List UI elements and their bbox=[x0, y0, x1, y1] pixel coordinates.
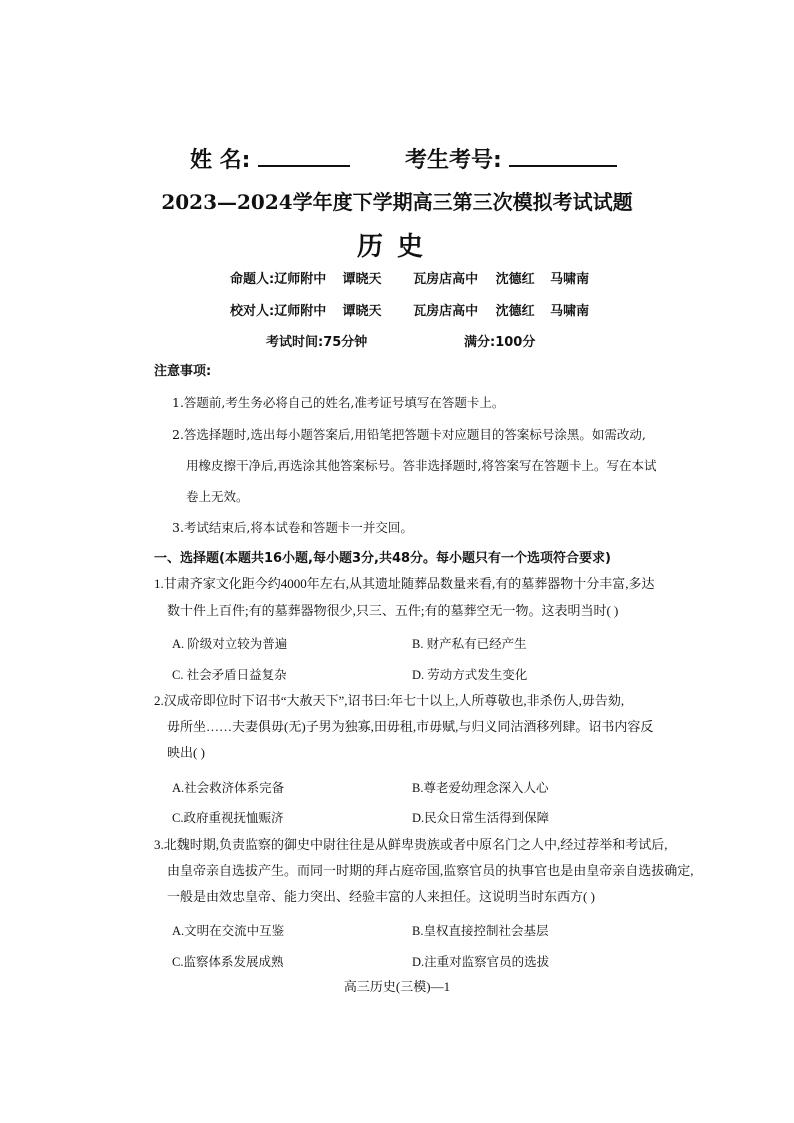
option-a: A. 阶级对立较为普遍 bbox=[172, 637, 288, 651]
option-b: B.尊老爱幼理念深入人心 bbox=[412, 781, 549, 795]
question-2-line: 2.汉成帝即位时下诏书“大赦天下”,诏书曰:年七十以上,人所尊敬也,非杀伤人,毋告劾, bbox=[154, 693, 625, 708]
notes-title: 注意事项: bbox=[154, 364, 212, 379]
exam-title: 2023—2024学年度下学期高三第三次模拟考试试题 bbox=[161, 190, 633, 214]
exam-time: 考试时间:75分钟 bbox=[266, 335, 368, 350]
name-field-label bbox=[190, 143, 350, 174]
question-3-line: 3.北魏时期,负责监察的御史中尉往往是从鲜卑贵族或者中原名门之人中,经过荐举和考试后, bbox=[154, 837, 668, 852]
name-label: 姓 名: bbox=[190, 148, 251, 173]
author-school: 瓦房店高中 bbox=[413, 272, 479, 287]
page-footer: 高三历史(三模)—1 bbox=[343, 979, 451, 994]
option-d: D.民众日常生活得到保障 bbox=[412, 811, 550, 825]
note-item-continued: 卷上无效。 bbox=[186, 489, 249, 504]
option-d: D. 劳动方式发生变化 bbox=[412, 668, 528, 682]
note-item: 1.答题前,考生务必将自己的姓名,准考证号填写在答题卡上。 bbox=[172, 395, 505, 410]
proofreader-name: 沈德红 bbox=[495, 304, 535, 319]
note-item: 3.考试结束后,将本试卷和答题卡一并交回。 bbox=[172, 520, 413, 535]
question-2-line: 映出( ) bbox=[167, 745, 205, 760]
note-item: 2.答选择题时,选出每小题答案后,用铅笔把答题卡对应题目的答案标号涂黑。如需改动, bbox=[172, 427, 646, 442]
author-name: 沈德红 bbox=[495, 272, 535, 287]
question-3-line: 由皇帝亲自选拔产生。而同一时期的拜占庭帝国,监察官员的执事官也是由皇帝亲自选拔确定, bbox=[167, 863, 694, 878]
proofreader-row bbox=[230, 300, 589, 319]
option-c: C.监察体系发展成熟 bbox=[172, 955, 284, 969]
author-label: 命题人:辽师附中 bbox=[230, 272, 327, 287]
option-b: B. 财产私有已经产生 bbox=[412, 637, 527, 651]
option-d: D.注重对监察官员的选拔 bbox=[412, 955, 550, 969]
option-a: A.社会救济体系完备 bbox=[172, 781, 285, 795]
question-2-line: 毋所坐……夫妻俱毋(无)子男为独寡,田毋租,市毋赋,与归义同沽酒移列肆。诏书内容反 bbox=[167, 719, 654, 734]
question-1-line: 1.甘肃齐家文化距今约4000年左右,从其遗址随葬品数量来看,有的墓葬器物十分丰富,多达 bbox=[154, 576, 655, 591]
proofreader-label: 校对人:辽师附中 bbox=[230, 304, 327, 319]
note-item-continued: 用橡皮擦干净后,再选涂其他答案标号。答非选择题时,将答案写在答题卡上。写在本试 bbox=[186, 458, 657, 473]
exam-id-field-label bbox=[405, 143, 617, 174]
option-b: B.皇权直接控制社会基层 bbox=[412, 924, 549, 938]
option-c: C.政府重视抚恤赈济 bbox=[172, 811, 284, 825]
author-name: 谭晓天 bbox=[342, 272, 382, 287]
proofreader-name: 马啸南 bbox=[550, 304, 590, 319]
author-row bbox=[230, 268, 589, 287]
proofreader-school: 瓦房店高中 bbox=[413, 304, 479, 319]
question-1-line: 数十件上百件;有的墓葬器物很少,只三、五件;有的墓葬空无一物。这表明当时( ) bbox=[167, 603, 619, 618]
exam-id-label: 考生考号: bbox=[405, 148, 502, 173]
name-blank bbox=[258, 145, 350, 167]
option-c: C. 社会矛盾日益复杂 bbox=[172, 668, 287, 682]
section-heading: 一、选择题(本题共16小题,每小题3分,共48分。每小题只有一个选项符合要求) bbox=[154, 551, 611, 566]
exam-id-blank bbox=[509, 145, 617, 167]
question-3-line: 一般是由效忠皇帝、能力突出、经验丰富的人来担任。这说明当时东西方( ) bbox=[167, 889, 595, 904]
option-a: A.文明在交流中互鉴 bbox=[172, 924, 285, 938]
full-score: 满分:100分 bbox=[464, 335, 536, 350]
author-name: 马啸南 bbox=[550, 272, 590, 287]
subject-title: 历史 bbox=[356, 232, 437, 262]
proofreader-name: 谭晓天 bbox=[342, 304, 382, 319]
